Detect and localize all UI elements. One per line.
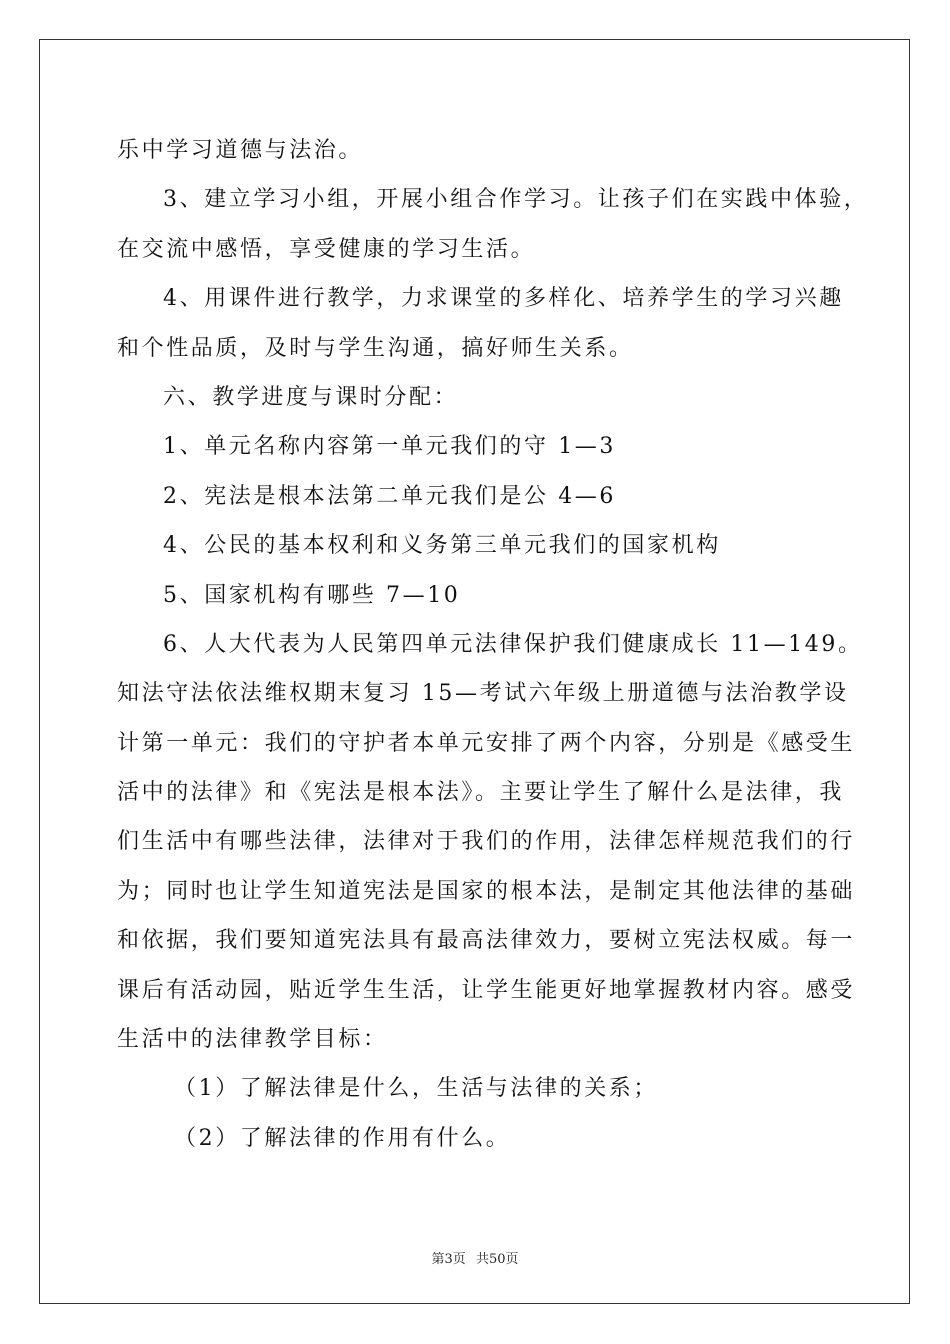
- text-line: 们生活中有哪些法律，法律对于我们的作用，法律怎样规范我们的行: [117, 829, 856, 855]
- text-line: （2）了解法律的作用有什么。: [174, 1125, 511, 1151]
- text-line: 5、国家机构有哪些 7—10: [163, 582, 461, 608]
- text-line: 知法守法依法维权期末复习 15—考试六年级上册道德与法治教学设: [117, 681, 849, 707]
- text-line: 1、单元名称内容第一单元我们的守 1—3: [163, 434, 616, 460]
- text-line: 4、公民的基本权利和义务第三单元我们的国家机构: [163, 533, 721, 559]
- text-line: 2、宪法是根本法第二单元我们是公 4—6: [163, 483, 616, 509]
- text-line: （1）了解法律是什么，生活与法律的关系；: [174, 1076, 658, 1102]
- text-line: 为；同时也让学生知道宪法是国家的根本法，是制定其他法律的基础: [117, 878, 856, 904]
- text-line: 计第一单元：我们的守护者本单元安排了两个内容，分别是《感受生: [117, 730, 856, 756]
- text-line: 课后有活动园，贴近学生生活，让学生能更好地掌握教材内容。感受: [117, 977, 856, 1003]
- text-line: 6、人大代表为人民第四单元法律保护我们健康成长 11—149。: [163, 631, 863, 657]
- text-line: 在交流中感悟，享受健康的学习生活。: [117, 236, 536, 262]
- text-line: 活中的法律》和《宪法是根本法》。主要让学生了解什么是法律，我: [117, 780, 845, 806]
- document-body: [117, 126, 869, 1163]
- text-line: 3、建立学习小组，开展小组合作学习。让孩子们在实践中体验，: [163, 187, 869, 213]
- text-line: 乐中学习道德与法治。: [117, 138, 364, 163]
- section-heading: 六、教学进度与课时分配：: [163, 384, 459, 410]
- page-total: 共50页: [475, 1252, 519, 1267]
- text-line: 和个性品质，及时与学生沟通，搞好师生关系。: [117, 335, 634, 361]
- text-line: 和依据，我们要知道宪法具有最高法律效力，要树立宪法权威。每一: [117, 928, 856, 954]
- text-line: 生活中的法律教学目标：: [117, 1027, 388, 1053]
- page-number: 第3页: [431, 1252, 466, 1267]
- page-footer: [0, 1248, 950, 1267]
- text-line: 4、用课件进行教学，力求课堂的多样化、培养学生的学习兴趣: [163, 286, 844, 312]
